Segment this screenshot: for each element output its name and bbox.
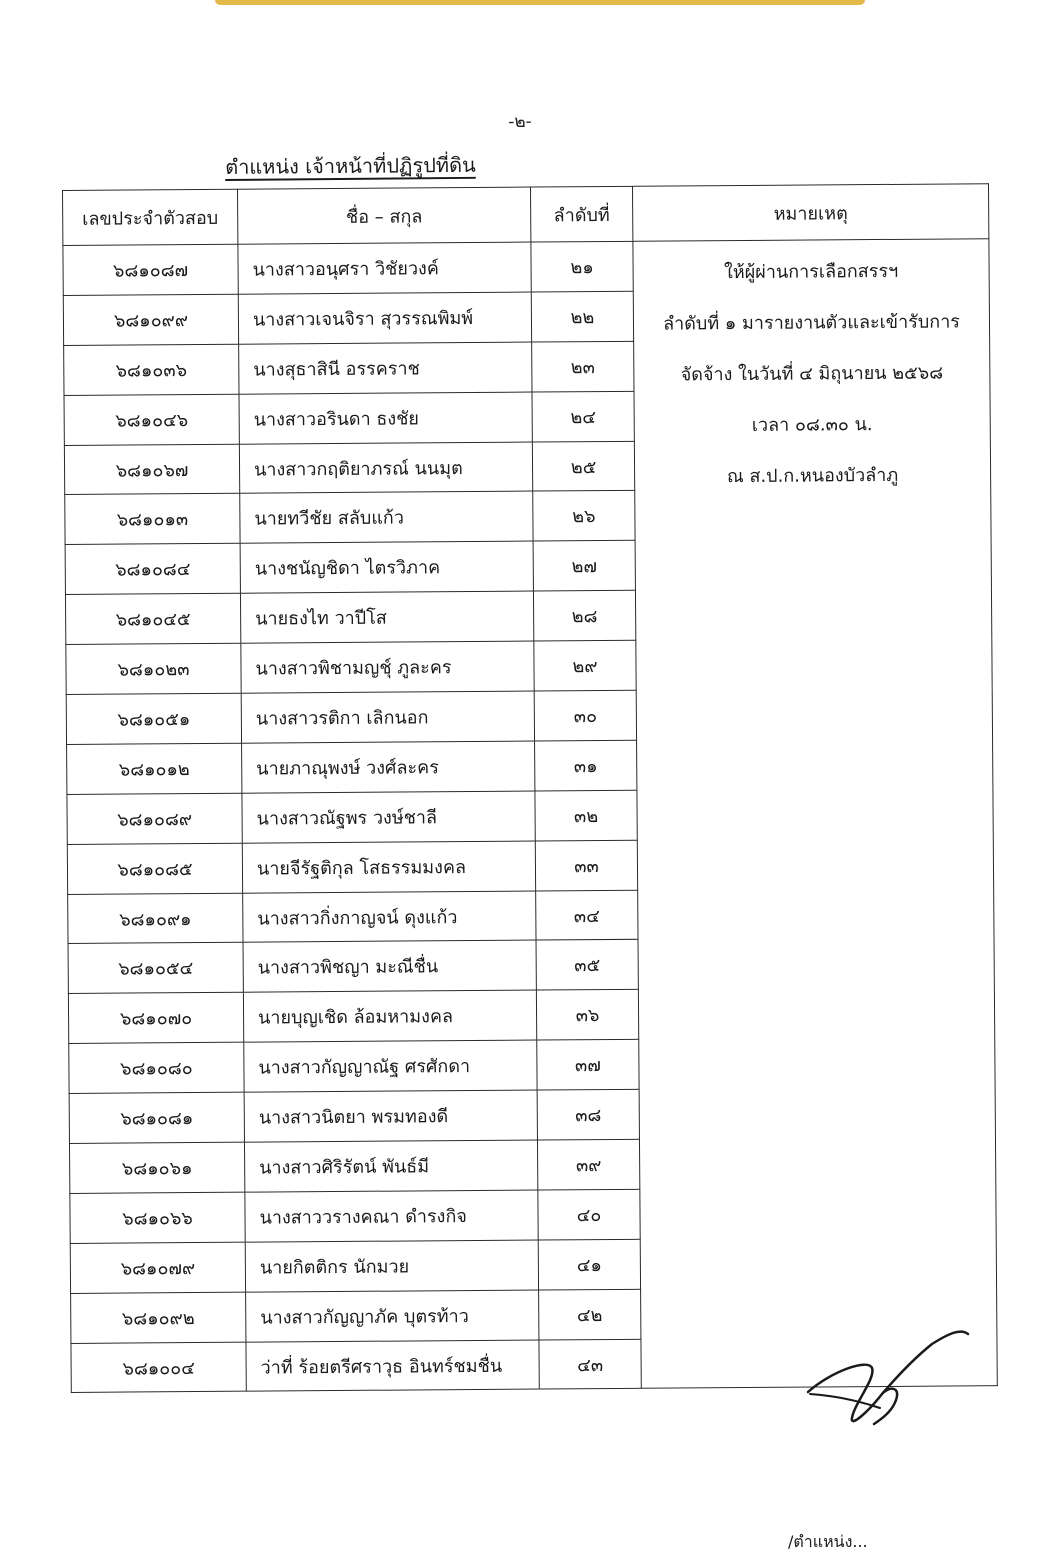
- full-name-cell: นางสาวศิริรัตน์ พันธ์มี: [244, 1140, 537, 1192]
- remarks-line: ณ ส.ป.ก.หนองบัวลำภู: [726, 464, 899, 488]
- exam-id-cell: ๖๘๑๐๘๑: [69, 1092, 244, 1143]
- full-name-cell: นางสาวอนุศรา วิชัยวงค์: [238, 242, 531, 294]
- full-name-cell: นางชนัญชิดา ไตรวิภาค: [240, 541, 533, 593]
- candidate-table: [62, 183, 998, 1393]
- full-name-cell: นายกิตติกร นักมวย: [245, 1240, 538, 1292]
- exam-id-cell: ๖๘๑๐๐๔: [71, 1342, 246, 1393]
- header-full-name: ชื่อ – สกุล: [237, 187, 530, 244]
- full-name-cell: นางสาวอรินดา ธงชัย: [239, 392, 532, 444]
- header-remarks: หมายเหตุ: [632, 184, 988, 242]
- full-name-cell: นางสาวนิตยา พรมทองดี: [244, 1090, 537, 1142]
- exam-id-cell: ๖๘๑๐๑๓: [65, 494, 240, 545]
- full-name-cell: นางสาวกัญญาภัค บุตรท้าว: [246, 1290, 539, 1342]
- order-cell: ๒๖: [533, 491, 635, 542]
- exam-id-cell: ๖๘๑๐๖๖: [70, 1192, 245, 1243]
- remarks-line: เวลา ๐๘.๓๐ น.: [751, 414, 873, 436]
- order-cell: ๒๒: [531, 291, 633, 342]
- order-cell: ๒๓: [532, 341, 634, 392]
- order-cell: ๓๐: [534, 690, 636, 741]
- remarks-text: [633, 239, 990, 503]
- full-name-cell: นางสาวเจนจิรา สุวรรณพิมพ์: [238, 292, 531, 344]
- remarks-cell: [633, 239, 997, 1389]
- full-name-cell: ว่าที่ ร้อยตรีศราวุธ อินทร์ชมชื่น: [246, 1340, 539, 1392]
- exam-id-cell: ๖๘๑๐๘๔: [65, 544, 240, 595]
- exam-id-cell: ๖๘๑๐๗๙: [70, 1242, 245, 1293]
- exam-id-cell: ๖๘๑๐๕๑: [66, 693, 241, 744]
- order-cell: ๓๕: [536, 940, 638, 991]
- full-name-cell: นางสาวพิชญา มะณีชื่น: [243, 941, 536, 993]
- order-cell: ๔๓: [539, 1339, 641, 1390]
- full-name-cell: นางสาวรติกา เลิกนอก: [241, 691, 534, 743]
- order-cell: ๒๑: [531, 241, 633, 292]
- exam-id-cell: ๖๘๑๐๘๙: [67, 793, 242, 844]
- full-name-cell: นางสาวพิชามญชุ์ ภูละคร: [241, 641, 534, 693]
- exam-id-cell: ๖๘๑๐๑๒: [67, 743, 242, 794]
- table-header-row: [63, 184, 989, 246]
- full-name-cell: นางสาวกิ่งกาญจน์ ดุงแก้ว: [243, 891, 536, 943]
- exam-id-cell: ๖๘๑๐๘๗: [63, 244, 238, 295]
- full-name-cell: นายจีรัฐติกุล โสธรรมมงคล: [242, 841, 535, 893]
- full-name-cell: นางสาวณัฐพร วงษ์ชาลี: [242, 791, 535, 843]
- exam-id-cell: ๖๘๑๐๗๐: [68, 993, 243, 1044]
- full-name-cell: นางสาววรางคณา ดำรงกิจ: [245, 1190, 538, 1242]
- exam-id-cell: ๖๘๑๐๙๒: [71, 1292, 246, 1343]
- exam-id-cell: ๖๘๑๐๔๕: [65, 593, 240, 644]
- order-cell: ๓๘: [537, 1089, 639, 1140]
- order-cell: ๓๙: [537, 1139, 639, 1190]
- header-exam-id: เลขประจำตัวสอบ: [63, 189, 238, 245]
- exam-id-cell: ๖๘๑๐๘๐: [69, 1042, 244, 1093]
- top-decorative-bar: [215, 0, 865, 5]
- full-name-cell: นายบุญเชิด ล้อมหามงคล: [243, 990, 536, 1042]
- remarks-line: ให้ผู้ผ่านการเลือกสรรฯ: [723, 260, 899, 284]
- full-name-cell: นางสาวกฤติยาภรณ์ นนมุต: [239, 442, 532, 494]
- full-name-cell: นางสุธาสินี อรรคราช: [239, 342, 532, 394]
- exam-id-cell: ๖๘๑๐๕๔: [68, 943, 243, 994]
- order-cell: ๓๔: [536, 890, 638, 941]
- order-cell: ๔๐: [538, 1189, 640, 1240]
- order-cell: ๒๘: [533, 591, 635, 642]
- exam-id-cell: ๖๘๑๐๔๖: [64, 394, 239, 445]
- order-cell: ๔๑: [538, 1239, 640, 1290]
- order-cell: ๓๒: [535, 790, 637, 841]
- candidate-table-container: [62, 183, 997, 1415]
- order-cell: ๒๕: [532, 441, 634, 492]
- table-body: [63, 239, 997, 1393]
- position-title: ตำแหน่ง เจ้าหน้าที่ปฏิรูปที่ดิน: [225, 152, 476, 179]
- exam-id-cell: ๖๘๑๐๓๖: [64, 344, 239, 395]
- exam-id-cell: ๖๘๑๐๖๑: [69, 1142, 244, 1193]
- order-cell: ๓๖: [536, 990, 638, 1041]
- order-cell: ๒๗: [533, 541, 635, 592]
- signature: [800, 1330, 975, 1430]
- exam-id-cell: ๖๘๑๐๘๕: [67, 843, 242, 894]
- exam-id-cell: ๖๘๑๐๒๓: [66, 643, 241, 694]
- exam-id-cell: ๖๘๑๐๙๙: [63, 294, 238, 345]
- full-name-cell: นายธงไท วาปีโส: [240, 591, 533, 643]
- order-cell: ๓๓: [535, 840, 637, 891]
- order-cell: ๒๙: [534, 640, 636, 691]
- remarks-line: ลำดับที่ ๑ มารายงานตัวและเข้ารับการ: [662, 311, 961, 335]
- exam-id-cell: ๖๘๑๐๙๑: [68, 893, 243, 944]
- order-cell: ๔๒: [539, 1289, 641, 1340]
- page-number: -๒-: [508, 111, 532, 133]
- order-cell: ๓๗: [537, 1040, 639, 1091]
- full-name-cell: นายภาณุพงษ์ วงศ์ละคร: [242, 741, 535, 793]
- full-name-cell: นางสาวกัญญาณัฐ ศรศักดา: [244, 1040, 537, 1092]
- remarks-line: จัดจ้าง ในวันที่ ๔ มิถุนายน ๒๕๖๘: [680, 362, 944, 386]
- full-name-cell: นายทวีชัย สลับแก้ว: [240, 492, 533, 544]
- order-cell: ๒๔: [532, 391, 634, 442]
- continuation-marker: /ตำแหน่ง...: [788, 1532, 868, 1551]
- order-cell: ๓๑: [535, 740, 637, 791]
- header-order: ลำดับที่: [530, 186, 632, 242]
- table-row: [63, 239, 989, 296]
- exam-id-cell: ๖๘๑๐๖๗: [64, 444, 239, 495]
